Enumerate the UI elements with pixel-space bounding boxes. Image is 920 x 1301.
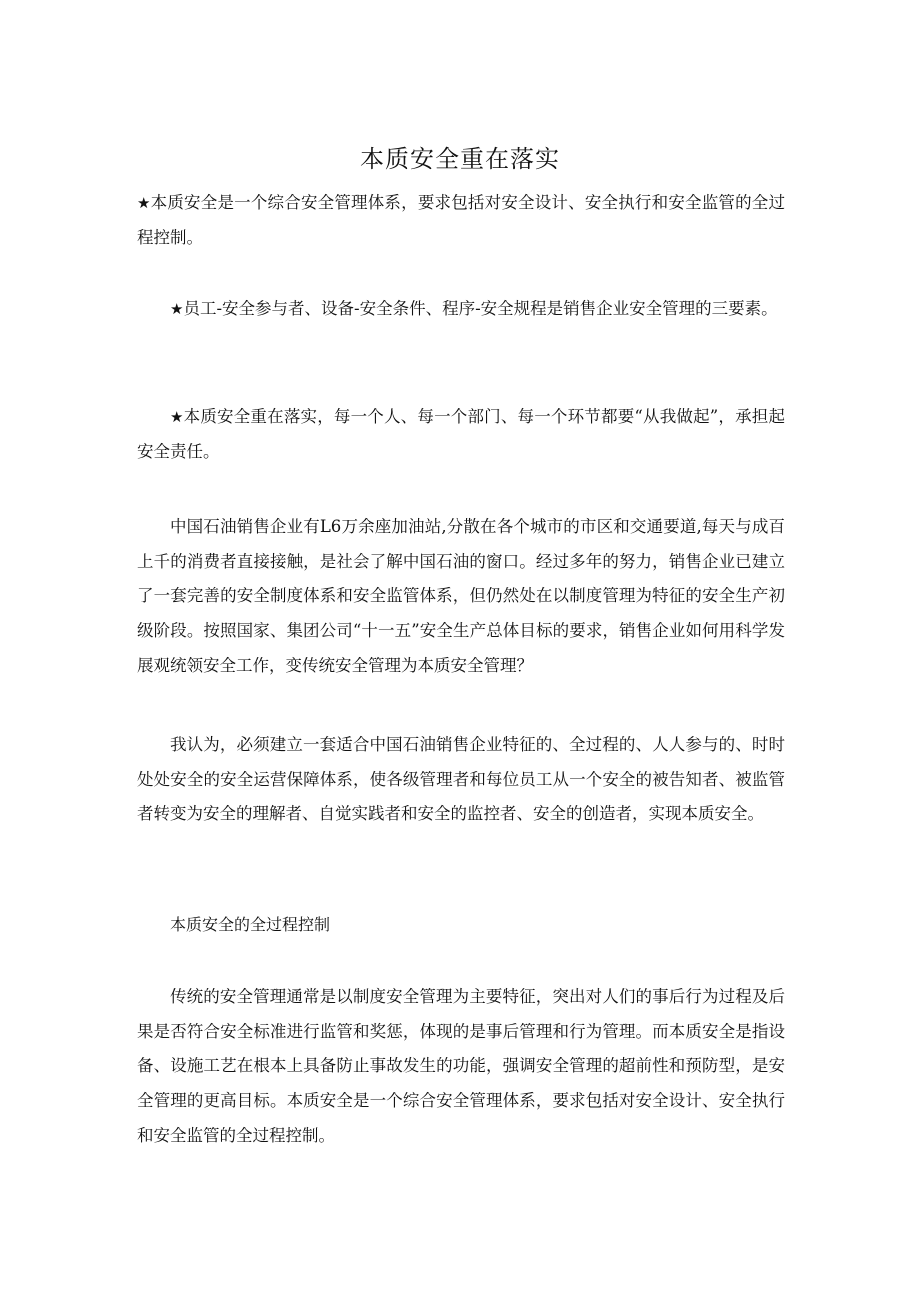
body-paragraph-3: 传统的安全管理通常是以制度安全管理为主要特征，突出对人们的事后行为过程及后果是否符合安全标准进行监管和奖惩，体现的是事后管理和行为管理。而本质安全是指设备、设施工艺在根本上具备防止事故发生的功能，强调安全管理的超前性和预防型，是安全管理的更高目标。本质安全是一个综合安全管理体系，要求包括对安全设计、安全执行和安全监管的全过程控制。 [137, 987, 785, 1145]
star-icon: ★ [170, 300, 184, 318]
bullet-paragraph-3 [137, 400, 785, 469]
bullet-paragraph-1 [137, 186, 785, 255]
body-paragraph-2: 我认为，必须建立一套适合中国石油销售企业特征的、全过程的、人人参与的、时时处处安全的安全运营保障体系，使各级管理者和每位员工从一个安全的被告知者、被监管者转变为安全的理解者、自觉实践者和安全的监控者、安全的创造者，实现本质安全。 [137, 735, 785, 824]
body-paragraph-1: 中国石油销售企业有L6万余座加油站,分散在各个城市的市区和交通要道,每天与成百上千的消费者直接接触，是社会了解中国石油的窗口。经过多年的努力，销售企业已建立了一套完善的安全制度体系和安全监管体系，但仍然处在以制度管理为特征的安全生产初级阶段。按照国家、集团公司“十一五”安全生产总体目标的要求，销售企业如何用科学发展观统领安全工作，变传统安全管理为本质安全管理？ [137, 517, 785, 675]
section-subheading: 本质安全的全过程控制 [170, 915, 331, 934]
bullet-text: 本质安全是一个综合安全管理体系，要求包括对安全设计、安全执行和安全监管的全过程控制。 [137, 193, 786, 247]
bullet-text: 员工-安全参与者、设备-安全条件、程序-安全规程是销售企业安全管理的三要素。 [183, 299, 778, 318]
star-icon: ★ [137, 194, 151, 212]
bullet-paragraph-2 [137, 292, 785, 327]
star-icon: ★ [170, 408, 184, 426]
bullet-text: 本质安全重在落实，每一个人、每一个部门、每一个环节都要“从我做起”，承担起安全责任。 [137, 407, 786, 461]
page-title: 本质安全重在落实 [360, 145, 560, 173]
